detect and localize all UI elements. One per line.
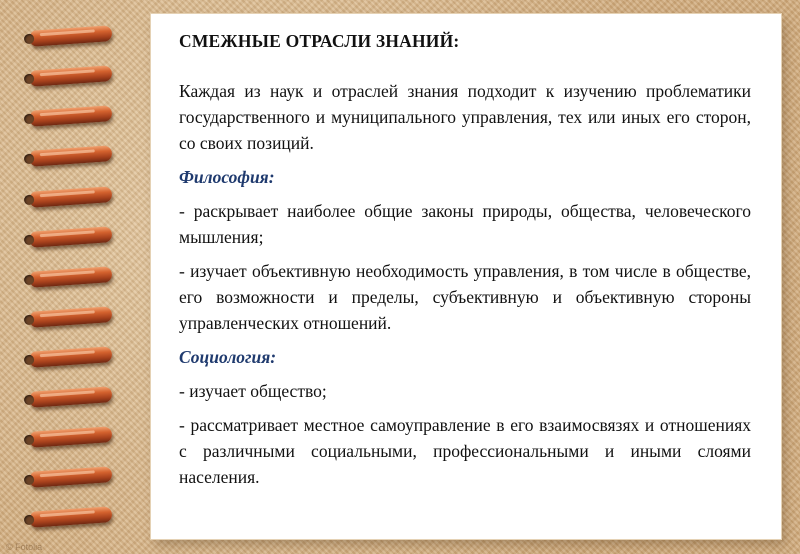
binding-ring [30, 186, 113, 208]
section-heading-sociology: Социология: [179, 347, 277, 367]
document-content [179, 28, 751, 498]
binding-ring [30, 506, 113, 528]
watermark: © Fotolia [6, 542, 43, 552]
binding-ring [30, 466, 113, 488]
binding-ring [30, 65, 113, 87]
binding-ring [30, 266, 113, 288]
binding-ring [30, 346, 113, 368]
section-heading-philosophy: Философия: [179, 167, 275, 187]
binding-ring [30, 386, 113, 408]
binding-ring [30, 426, 113, 448]
binding-ring [30, 25, 113, 47]
binding-ring [30, 306, 113, 328]
sociology-item: - изучает общество; [179, 381, 327, 401]
binding-ring [30, 226, 113, 248]
philosophy-item: - раскрывает наиболее общие законы природы, общества, человеческого мышления; [179, 201, 751, 247]
document-title: СМЕЖНЫЕ ОТРАСЛИ ЗНАНИЙ: [179, 31, 460, 51]
sociology-item: - рассматривает местное самоуправление в его взаимосвязях и отношениях с различными социальными, профессиональными и иными слоями населения. [179, 415, 751, 487]
intro-paragraph: Каждая из наук и отраслей знания подходит к изучению проблематики государственного и муниципального управления, тех или иных его сторон, со своих позиций. [179, 81, 751, 153]
philosophy-item: - изучает объективную необходимость управления, в том числе в обществе, его возможности и пределы, субъективную и объективную стороны управленческих отношений. [179, 261, 751, 333]
binding-ring [30, 145, 113, 167]
binding-ring [30, 105, 113, 127]
notebook-binding-rings [0, 0, 120, 554]
